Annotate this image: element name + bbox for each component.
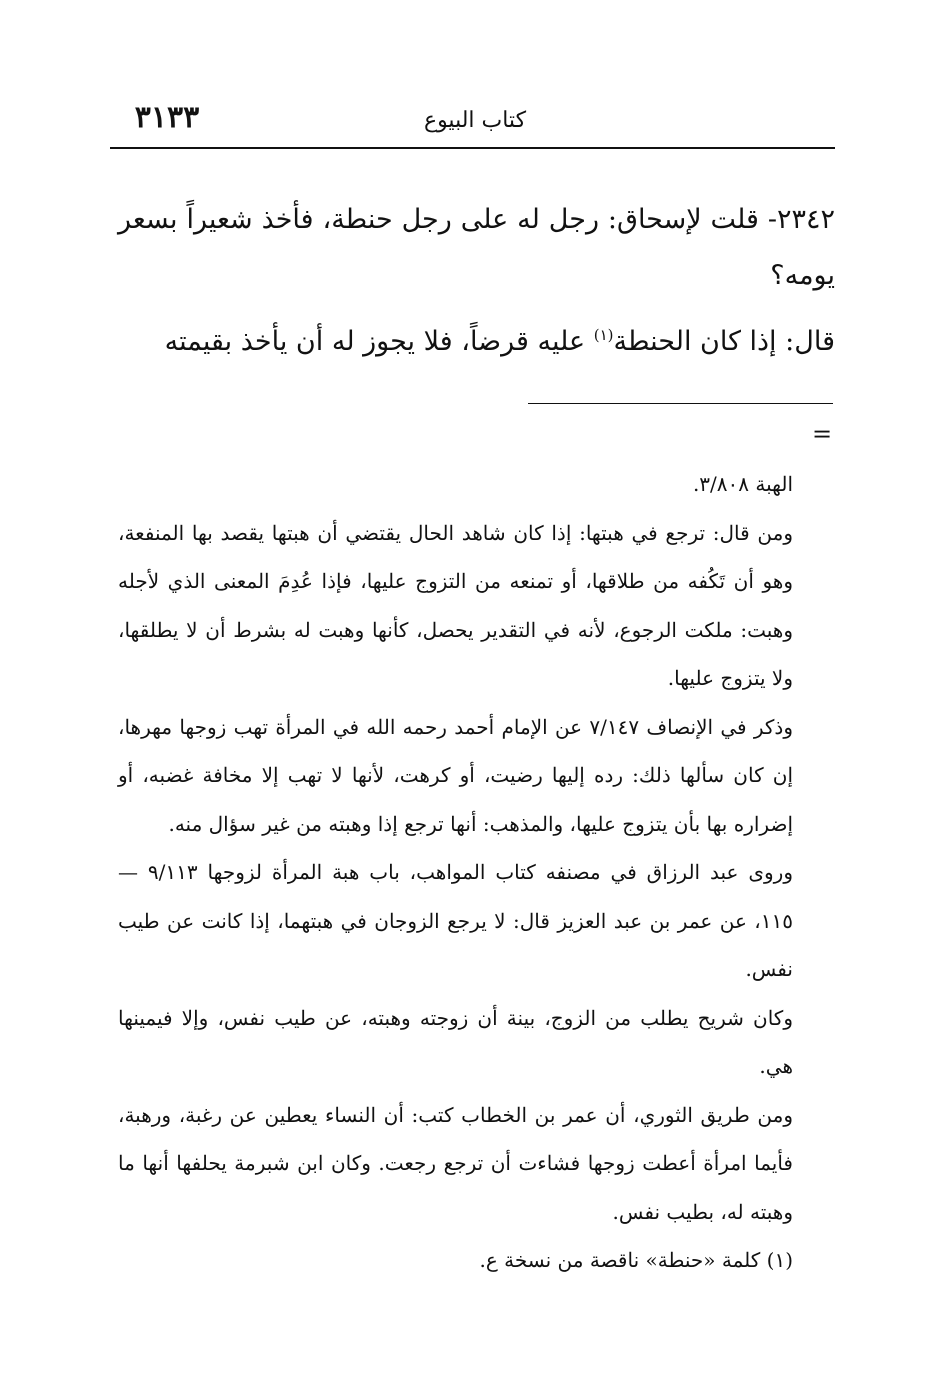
answer-paragraph [118, 314, 835, 370]
main-text [118, 192, 835, 370]
question-number: ٢٣٤٢ [776, 204, 835, 235]
footnote-paragraph: وذكر في الإنصاف ٧/١٤٧ عن الإمام أحمد رحمه الله في المرأة تهب زوجها مهرها، إن كان سألها ذلك: رده إليها رضيت، أو كرهت، لأنها لا تهب إلا مخافة غضبه، أو إضراره بها بأن يتزوج عليها، والمذهب: أنها ترجع إذا وهبته من غير سؤال منه. [118, 714, 793, 836]
question-dash: - [767, 204, 777, 235]
footnote-paragraph: (١) كلمة «حنطة» ناقصة من نسخة ع. [479, 1248, 793, 1272]
question-text: قلت لإسحاق: رجل له على رجل حنطة، فأخذ شعيراً بسعر يومه؟ [118, 204, 835, 291]
footnote-paragraph: وكان شريح يطلب من الزوج، بينة أن زوجته وهبته، عن طيب نفس، وإلا فيمينها هي. [118, 1005, 793, 1078]
answer-text-start: قال: إذا كان الحنطة [613, 326, 835, 357]
footnote-paragraph: وروى عبد الرزاق في مصنفه كتاب المواهب، باب هبة المرأة لزوجها ٩/١١٣ — ١١٥، عن عمر بن عبد العزيز قال: لا يرجع الزوجان في هبتهما، إذا كانت عن طيب نفس. [118, 860, 793, 981]
continuation-mark: = [812, 420, 833, 448]
footnote-paragraph: ومن قال: ترجع في هبتها: إذا كان شاهد الحال يقتضي أن هبتها يقصد بها المنفعة، وهو أن تَكُفه من طلاقها، أو تمنعه من التزوج عليها، فإذا عُدِمَ المعنى الذي لأجله وهبت: ملكت الرجوع، لأنه في التقدير يحصل، كأنها وهبت له بشرط أن لا يطلقها، ولا يتزوج عليها. [118, 520, 793, 690]
footnotes [118, 460, 793, 1285]
header-rule [110, 147, 835, 149]
footnote-paragraph: الهبة ٣/٨٠٨. [692, 472, 793, 496]
page-number: ٣١٣٣ [134, 100, 200, 135]
running-title: كتاب البيوع [423, 108, 527, 133]
footnote-ref: (١) [593, 326, 614, 344]
question-paragraph [118, 192, 835, 304]
answer-text-end: عليه قرضاً، فلا يجوز له أن يأخذ بقيمته [164, 326, 594, 357]
footnote-paragraph: ومن طريق الثوري، أن عمر بن الخطاب كتب: أن النساء يعطين عن رغبة، ورهبة، فأيما امرأة أعطت زوجها فشاءت أن ترجع رجعت. وكان ابن شبرمة يحلفها أنها ما وهبته له، بطيب نفس. [118, 1102, 793, 1224]
footnote-separator [528, 403, 833, 404]
